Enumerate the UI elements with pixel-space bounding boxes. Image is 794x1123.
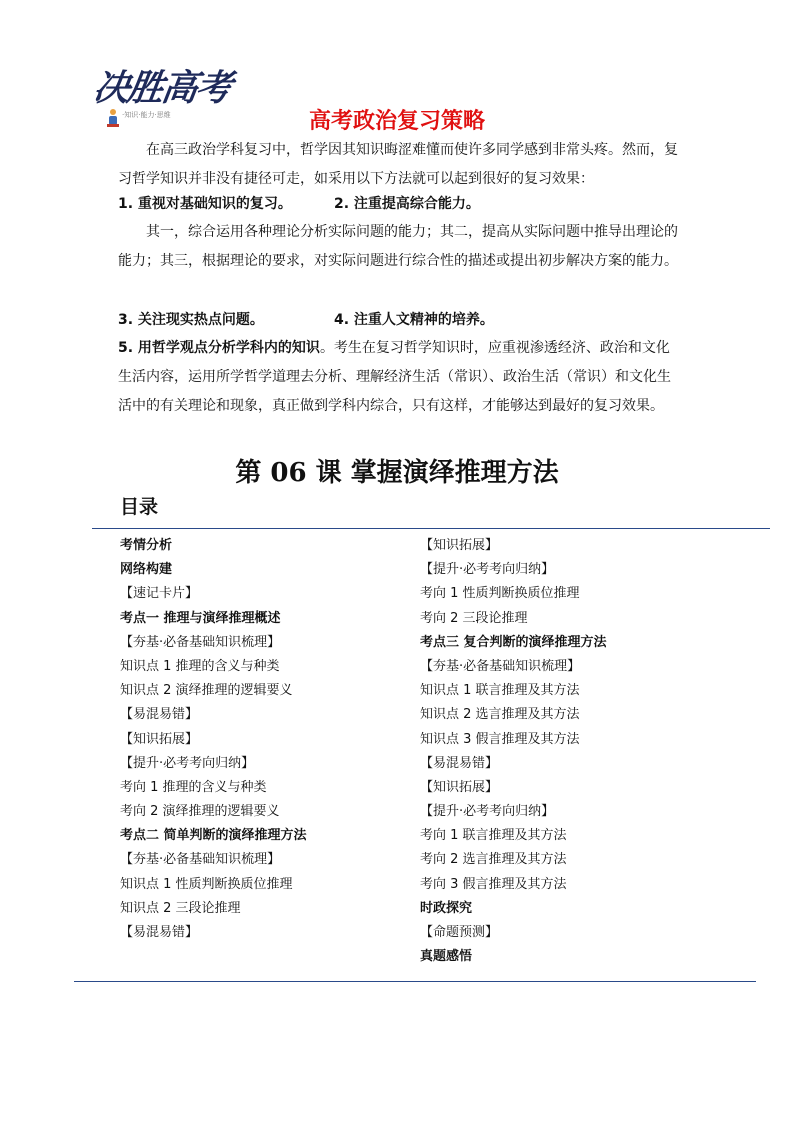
toc-item[interactable]: 考向 1 联言推理及其方法 bbox=[420, 828, 567, 844]
toc-heading: 目录 bbox=[120, 496, 159, 518]
toc-item[interactable]: 【夯基·必备基础知识梳理】 bbox=[420, 658, 581, 674]
toc-left-column bbox=[120, 536, 410, 947]
toc-item[interactable]: 【速记卡片】 bbox=[120, 586, 199, 602]
toc-item[interactable]: 考点三 复合判断的演绎推理方法 bbox=[420, 634, 607, 650]
point-2-detail: 其一，综合运用各种理论分析实际问题的能力；其二，提高从实际问题中推导出理论的能力；其三，根据理论的要求，对实际问题进行综合性的描述或提出初步解决方案的能力。 bbox=[118, 224, 678, 269]
point-3: 3. 关注现实热点问题。 bbox=[118, 312, 264, 328]
toc-item[interactable]: 知识点 1 联言推理及其方法 bbox=[420, 683, 580, 699]
toc-item[interactable]: 考向 2 三段论推理 bbox=[420, 610, 528, 626]
intro-paragraph: 在高三政治学科复习中，哲学因其知识晦涩难懂而使许多同学感到非常头疼。然而，复习哲学知识并非没有捷径可走，如采用以下方法就可以起到很好的复习效果： bbox=[118, 142, 678, 187]
point-5-detail: 。考生在复习哲学知识时，应重视渗透经济、政治和文化生活内容，运用所学哲学道理去分析、理解经济生活（常识）、政治生活（常识）和文化生活中的有关理论和现象，真正做到学科内综合，只有这样，才能够达到最好的复习效果。 bbox=[118, 340, 671, 414]
toc-item[interactable]: 考向 2 选言推理及其方法 bbox=[420, 852, 567, 868]
toc-item[interactable]: 真题感悟 bbox=[420, 949, 473, 965]
toc-item[interactable]: 网络构建 bbox=[120, 562, 173, 578]
point-5-label: 5. 用哲学观点分析学科内的知识 bbox=[118, 340, 320, 356]
toc-item[interactable]: 【知识拓展】 bbox=[420, 538, 499, 553]
points-row-1-2 bbox=[118, 194, 480, 214]
toc-item[interactable]: 【夯基·必备基础知识梳理】 bbox=[120, 634, 281, 650]
toc-item[interactable]: 知识点 2 选言推理及其方法 bbox=[420, 707, 580, 723]
toc-item[interactable]: 【提升·必考考向归纳】 bbox=[420, 804, 555, 820]
toc-item[interactable]: 知识点 1 性质判断换质位推理 bbox=[120, 876, 293, 892]
toc-item[interactable]: 考情分析 bbox=[120, 538, 173, 553]
toc-item[interactable]: 时政探究 bbox=[420, 900, 473, 916]
toc-top-divider bbox=[92, 528, 770, 529]
toc-item[interactable]: 【命题预测】 bbox=[420, 925, 499, 940]
toc-item[interactable]: 【知识拓展】 bbox=[420, 779, 499, 795]
toc-item[interactable]: 【提升·必考考向归纳】 bbox=[120, 755, 255, 771]
toc-bottom-divider bbox=[74, 981, 756, 982]
point-5-paragraph bbox=[118, 334, 678, 421]
toc-item[interactable]: 知识点 2 演绎推理的逻辑要义 bbox=[120, 683, 293, 699]
toc-right-column bbox=[420, 536, 720, 971]
toc-item[interactable]: 【夯基·必备基础知识梳理】 bbox=[120, 852, 281, 868]
toc-item[interactable]: 知识点 2 三段论推理 bbox=[120, 900, 241, 916]
toc-item[interactable]: 【易混易错】 bbox=[420, 755, 499, 771]
point-4: 4. 注重人文精神的培养。 bbox=[334, 312, 494, 328]
toc-item[interactable]: 考向 3 假言推理及其方法 bbox=[420, 876, 567, 892]
logo-subtitle: ·知识·能力·思维 bbox=[122, 111, 171, 119]
toc-item[interactable]: 考向 2 演绎推理的逻辑要义 bbox=[120, 804, 280, 820]
toc-item[interactable]: 知识点 1 推理的含义与种类 bbox=[120, 658, 280, 674]
strategy-title: 高考政治复习策略 bbox=[308, 109, 485, 134]
lesson-title: 第 06 课 掌握演绎推理方法 bbox=[235, 458, 559, 488]
toc-item[interactable]: 考向 1 推理的含义与种类 bbox=[120, 779, 267, 795]
toc-item[interactable]: 考向 1 性质判断换质位推理 bbox=[420, 586, 580, 602]
point-2: 2. 注重提高综合能力。 bbox=[334, 196, 480, 212]
toc-item[interactable]: 考点一 推理与演绎推理概述 bbox=[120, 610, 281, 626]
logo-text: 决胜高考 bbox=[90, 67, 233, 109]
point-1: 1. 重视对基础知识的复习。 bbox=[118, 196, 292, 212]
toc-item[interactable]: 【易混易错】 bbox=[120, 707, 199, 723]
toc-item[interactable]: 【易混易错】 bbox=[120, 925, 199, 940]
toc-item[interactable]: 考点二 简单判断的演绎推理方法 bbox=[120, 828, 307, 844]
toc-item[interactable]: 【提升·必考考向归纳】 bbox=[420, 562, 555, 578]
toc-item[interactable]: 【知识拓展】 bbox=[120, 731, 199, 747]
toc-item[interactable]: 知识点 3 假言推理及其方法 bbox=[420, 731, 580, 747]
points-row-3-4 bbox=[118, 310, 494, 330]
